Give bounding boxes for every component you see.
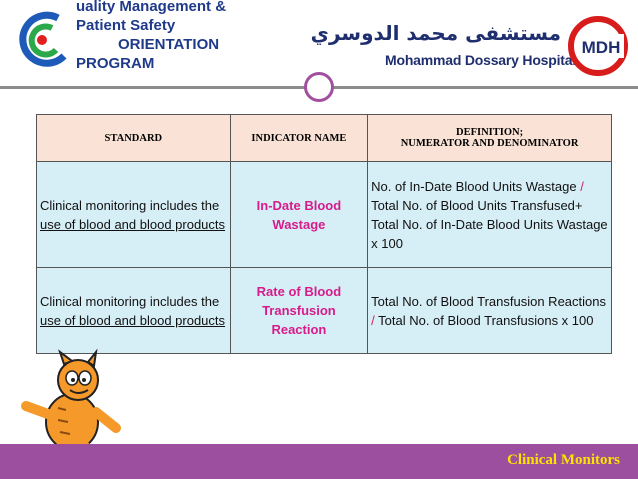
standard-text: Clinical monitoring includes the [40, 293, 220, 309]
divider-circle-ornament [304, 72, 334, 102]
indicator-cell: Rate of Blood Transfusion Reaction [230, 268, 367, 354]
hospital-logo-icon [14, 10, 72, 72]
title-line-3: ORIENTATION [118, 36, 220, 53]
header-definition-line2: NUMERATOR AND DENOMINATOR [400, 138, 579, 149]
standard-cell [37, 162, 231, 268]
standard-cell [37, 268, 231, 354]
definition-numerator: Total No. of Blood Transfusion Reactions [371, 293, 606, 309]
indicator-table [36, 114, 612, 354]
program-title [76, 0, 226, 73]
title-line-1: uality Management & [76, 0, 227, 15]
definition-denominator: Total No. of Blood Units Transfused+ Total No. of In-Date Blood Units Wastage x 100 [371, 197, 608, 251]
header-standard: STANDARD [37, 115, 231, 162]
hospital-name: Mohammad Dossary Hospital [385, 52, 577, 68]
table-row [37, 162, 612, 268]
slide-footer [0, 444, 638, 479]
arabic-name-text: مستشفى محمد الدوسري [310, 21, 561, 45]
definition-slash: / [580, 178, 584, 194]
footer-label: Clinical Monitors [507, 452, 620, 468]
standard-text: Clinical monitoring includes the [40, 197, 220, 213]
definition-cell [368, 268, 612, 354]
title-line-2: Patient Safety [76, 17, 176, 34]
definition-denominator: Total No. of Blood Transfusions x 100 [374, 312, 594, 328]
table-row [37, 268, 612, 354]
header-definition-line1: DEFINITION; [456, 127, 524, 138]
definition-slash: / [371, 312, 375, 328]
standard-underlined-text: use of blood and blood products [40, 312, 226, 328]
definition-numerator: No. of In-Date Blood Units Wastage [371, 178, 581, 194]
table-header-row [37, 115, 612, 162]
header-definition [368, 115, 612, 162]
mdh-logo-icon [568, 16, 628, 76]
title-line-4: PROGRAM [76, 55, 155, 72]
definition-cell [368, 162, 612, 268]
indicator-cell: In-Date Blood Wastage [230, 162, 367, 268]
arabic-hospital-name [310, 14, 563, 50]
mdh-badge-text: MDH [581, 38, 621, 57]
standard-underlined-text: use of blood and blood products [40, 216, 226, 232]
header-indicator-name: INDICATOR NAME [230, 115, 367, 162]
